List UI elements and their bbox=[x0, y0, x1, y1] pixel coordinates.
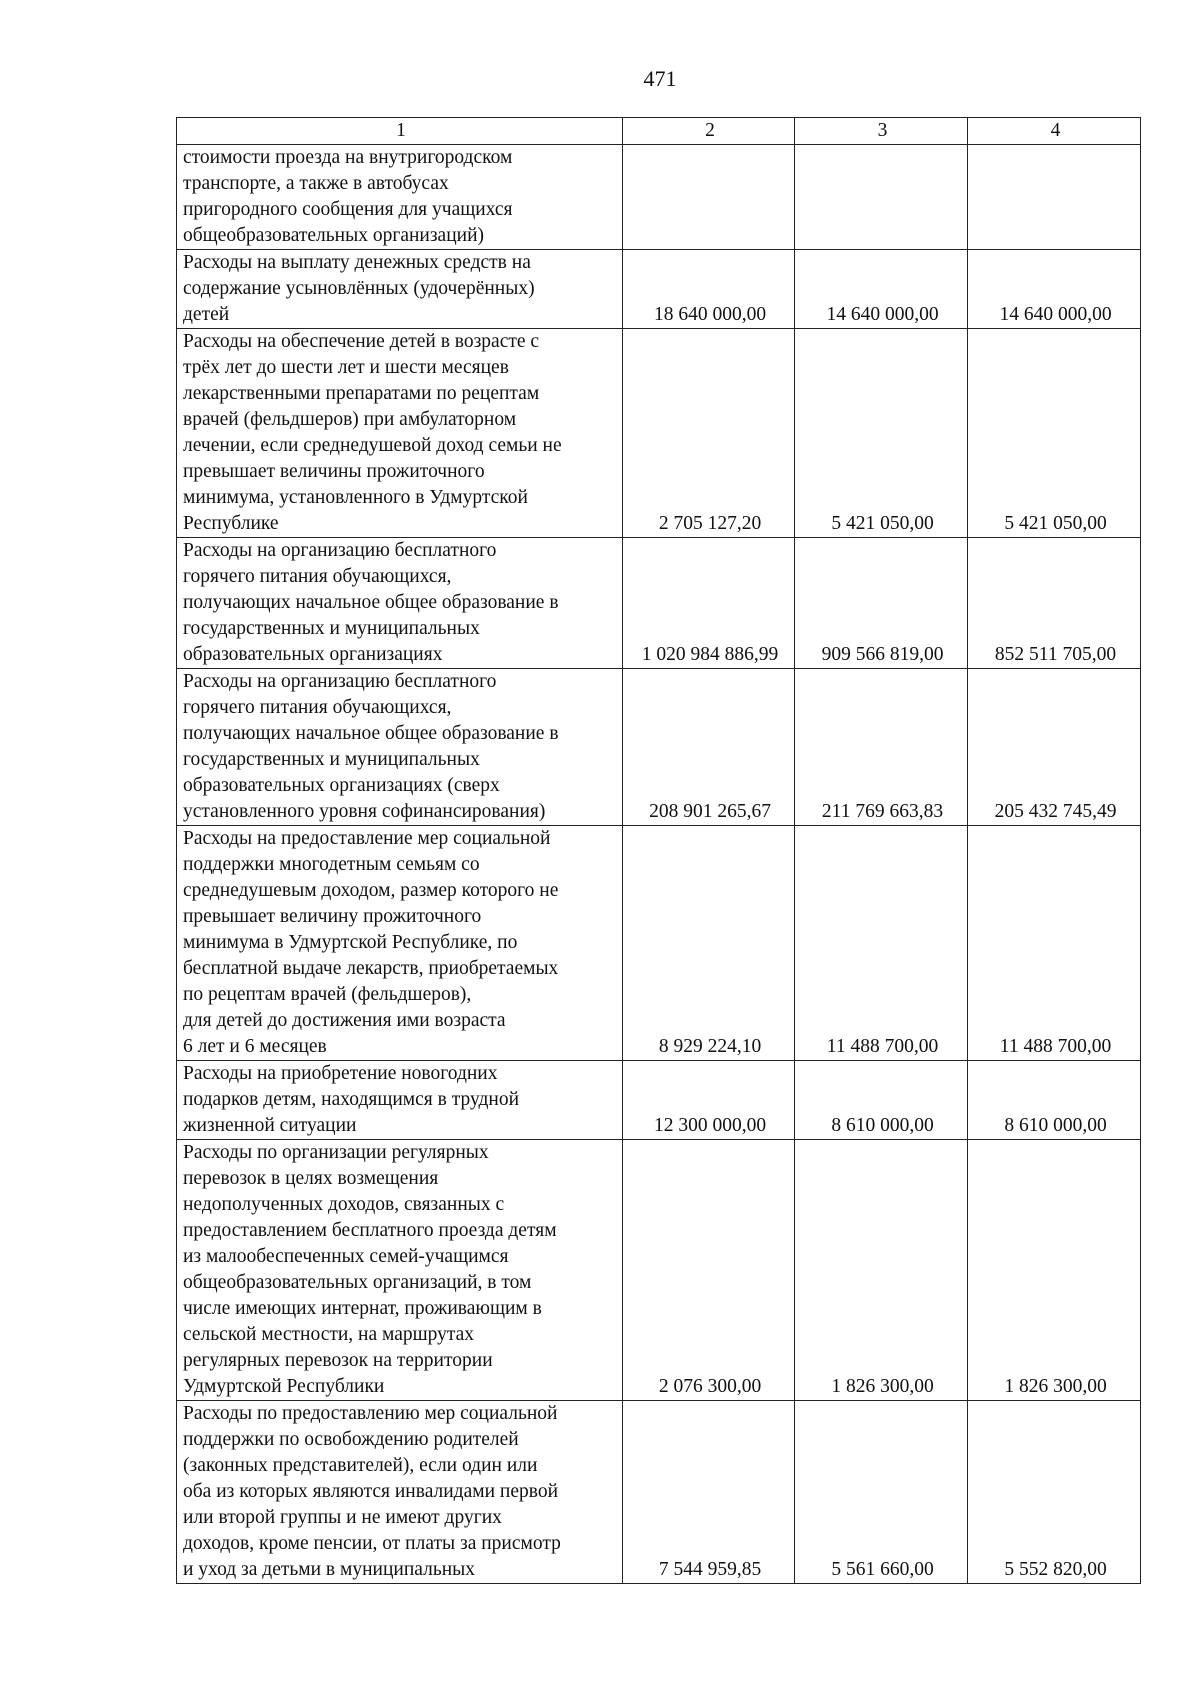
row-value-col4: 11 488 700,00 bbox=[968, 826, 1141, 1061]
row-value-col2: 2 705 127,20 bbox=[623, 329, 795, 538]
row-value-col4: 5 421 050,00 bbox=[968, 329, 1141, 538]
table-row bbox=[177, 538, 1141, 669]
column-header-2: 2 bbox=[623, 118, 795, 145]
row-value-col2: 1 020 984 886,99 bbox=[623, 538, 795, 669]
row-value-col2: 18 640 000,00 bbox=[623, 250, 795, 329]
row-value-col3 bbox=[795, 145, 968, 250]
table-row bbox=[177, 329, 1141, 538]
row-value-col4: 205 432 745,49 bbox=[968, 669, 1141, 826]
table-row bbox=[177, 1401, 1141, 1584]
row-value-col3: 1 826 300,00 bbox=[795, 1140, 968, 1401]
row-value-col2: 208 901 265,67 bbox=[623, 669, 795, 826]
table-row bbox=[177, 145, 1141, 250]
table-header-row bbox=[177, 118, 1141, 145]
row-description: Расходы по предоставлению мер социальной поддержки по освобождению родителей (законных представителей), если один или оба из которых являются инвалидами первой или второй группы и не имеют других доходов, кроме пенсии, от платы за присмотр и уход за детьми в муниципальных bbox=[177, 1401, 623, 1584]
table-row bbox=[177, 826, 1141, 1061]
row-description: Расходы на организацию бесплатного горячего питания обучающихся, получающих начальное общее образование в государственных и муниципальных образовательных организациях bbox=[177, 538, 623, 669]
row-value-col4 bbox=[968, 145, 1141, 250]
row-value-col4: 1 826 300,00 bbox=[968, 1140, 1141, 1401]
page-number: 471 bbox=[643, 66, 677, 91]
row-description: Расходы на организацию бесплатного горячего питания обучающихся, получающих начальное общее образование в государственных и муниципальных образовательных организациях (сверх установленного уровня софинансирования) bbox=[177, 669, 623, 826]
table-row bbox=[177, 669, 1141, 826]
row-value-col3: 5 421 050,00 bbox=[795, 329, 968, 538]
row-value-col3: 211 769 663,83 bbox=[795, 669, 968, 826]
row-value-col4: 8 610 000,00 bbox=[968, 1061, 1141, 1140]
table-row bbox=[177, 1140, 1141, 1401]
row-description: Расходы на выплату денежных средств на содержание усыновлённых (удочерённых) детей bbox=[177, 250, 623, 329]
column-header-4: 4 bbox=[968, 118, 1141, 145]
row-value-col3: 8 610 000,00 bbox=[795, 1061, 968, 1140]
row-value-col3: 909 566 819,00 bbox=[795, 538, 968, 669]
row-value-col3: 14 640 000,00 bbox=[795, 250, 968, 329]
column-header-3: 3 bbox=[795, 118, 968, 145]
row-value-col3: 5 561 660,00 bbox=[795, 1401, 968, 1584]
row-description: Расходы на приобретение новогодних подарков детям, находящимся в трудной жизненной ситуации bbox=[177, 1061, 623, 1140]
table-row bbox=[177, 1061, 1141, 1140]
row-description: Расходы по организации регулярных перевозок в целях возмещения недополученных доходов, связанных с предоставлением бесплатного проезда детям из малообеспеченных семей-учащимся общеобразовательных организаций, в том числе имеющих интернат, проживающим в сельской местности, на маршрутах регулярных перевозок на территории Удмуртской Республики bbox=[177, 1140, 623, 1401]
row-value-col2 bbox=[623, 145, 795, 250]
row-value-col2: 2 076 300,00 bbox=[623, 1140, 795, 1401]
row-value-col4: 852 511 705,00 bbox=[968, 538, 1141, 669]
row-value-col4: 14 640 000,00 bbox=[968, 250, 1141, 329]
column-header-1: 1 bbox=[177, 118, 623, 145]
table-row bbox=[177, 250, 1141, 329]
row-value-col4: 5 552 820,00 bbox=[968, 1401, 1141, 1584]
row-value-col3: 11 488 700,00 bbox=[795, 826, 968, 1061]
row-value-col2: 7 544 959,85 bbox=[623, 1401, 795, 1584]
row-description: стоимости проезда на внутригородском транспорте, а также в автобусах пригородного сообщения для учащихся общеобразовательных организаций) bbox=[177, 145, 623, 250]
row-value-col2: 12 300 000,00 bbox=[623, 1061, 795, 1140]
row-description: Расходы на предоставление мер социальной поддержки многодетным семьям со среднедушевым доходом, размер которого не превышает величину прожиточного минимума в Удмуртской Республике, по бесплатной выдаче лекарств, приобретаемых по рецептам врачей (фельдшеров), для детей до достижения ими возраста 6 лет и 6 месяцев bbox=[177, 826, 623, 1061]
row-value-col2: 8 929 224,10 bbox=[623, 826, 795, 1061]
expenses-table bbox=[176, 117, 1141, 1584]
row-description: Расходы на обеспечение детей в возрасте с трёх лет до шести лет и шести месяцев лекарственными препаратами по рецептам врачей (фельдшеров) при амбулаторном лечении, если среднедушевой доход семьи не превышает величины прожиточного минимума, установленного в Удмуртской Республике bbox=[177, 329, 623, 538]
